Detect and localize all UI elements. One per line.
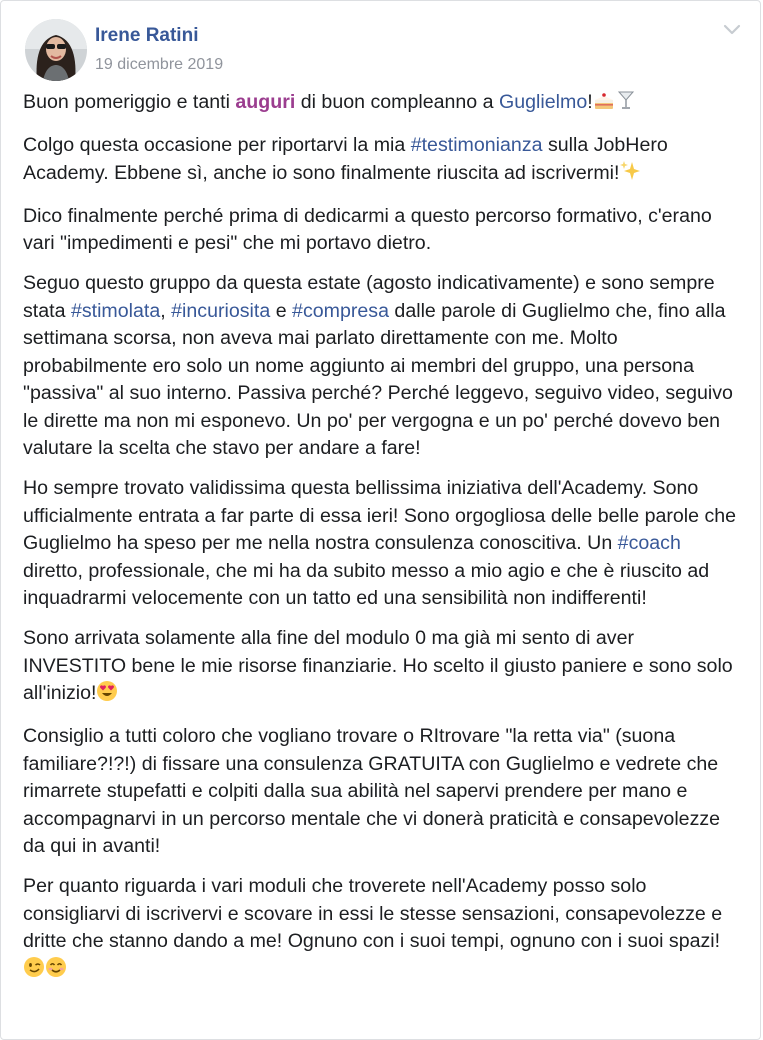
paragraph-text: diretto, professionale, che mi ha da subito messo a mio agio e che è riuscito ad inquadrarmi velocemente con un tatto ed una sensibilità non indifferenti! [23, 559, 710, 609]
mention-link[interactable]: Guglielmo [499, 91, 588, 113]
hashtag-link[interactable]: #incuriosita [171, 299, 271, 322]
chevron-down-icon[interactable] [722, 23, 742, 37]
hashtag-link[interactable]: #compresa [292, 299, 389, 322]
hashtag-link[interactable]: #coach [617, 532, 681, 554]
post-header [25, 17, 223, 83]
paragraph-7 [23, 723, 741, 861]
paragraph-text: di buon compleanno a [295, 91, 499, 113]
sparkles-emoji-icon [619, 160, 641, 191]
paragraph-text: e [270, 299, 293, 322]
paragraph-8 [23, 873, 741, 986]
paragraph-5 [23, 475, 741, 613]
paragraph-text: ! [587, 91, 593, 113]
hashtag-link[interactable]: #testimonianza [410, 134, 543, 156]
heart-eyes-emoji-icon [96, 680, 118, 711]
winking-face-emoji-icon [23, 956, 45, 987]
paragraph-text: Seguo questo gruppo da questa estate (agosto indicativamente) e sono sempre stata [23, 272, 715, 322]
post-body [23, 89, 741, 999]
paragraph-3 [23, 203, 741, 258]
paragraph-text: Dico finalmente perché prima di dedicarmi a questo percorso formativo, c'erano vari "impedimenti e pesi" che mi portavo dietro. [23, 204, 712, 254]
highlighted-word: auguri [235, 91, 296, 113]
paragraph-text: dalle parole di Guglielmo che, fino alla settimana scorsa, non aveva mai parlato direttamente con me. Molto probabilmente ero solo un nome aggiunto ai membri del gruppo, una persona "passiva" al suo interno. Passiva perché? Perché leggevo, seguivo video, seguivo le dirette ma non mi esponevo. Un po' per vergogna e un po' perché dovevo ben valutare la scelta che stavo per andare a fare! [23, 299, 733, 459]
post-meta [95, 24, 223, 76]
hashtag-link[interactable]: #stimolata [70, 299, 161, 322]
cake-emoji-icon [593, 91, 615, 120]
smiling-face-emoji-icon [45, 956, 67, 987]
paragraph-text: , [160, 299, 172, 322]
paragraph-6 [23, 625, 741, 711]
paragraph-text: Per quanto riguarda i vari moduli che troverete nell'Academy posso solo consigliarvi di iscrivervi e scovare in essi le stesse sensazioni, consapevolezze e dritte che stanno dando a me! Ognuno con i suoi tempi, ognuno con i suoi spazi! [23, 875, 723, 952]
post-date[interactable]: 19 dicembre 2019 [95, 56, 224, 73]
paragraph-2 [23, 132, 741, 190]
user-avatar-icon [25, 19, 87, 81]
paragraph-text: Ho sempre trovato validissima questa bellissima iniziativa dell'Academy. Sono ufficialmente entrata a far parte di essa ieri! Sono orgogliosa delle belle parole che Guglielmo ha speso per me nella nostra consulenza conoscitiva. Un [23, 477, 737, 554]
paragraph-text: Sono arrivata solamente alla fine del modulo 0 ma già mi sento di aver INVESTITO bene le mie risorse finanziarie. Ho scelto il giusto paniere e sono solo all'inizio! [23, 627, 733, 704]
paragraph-text: Colgo questa occasione per riportarvi la mia [23, 134, 411, 156]
paragraph-text: Consiglio a tutti coloro che vogliano trovare o RItrovare "la retta via" (suona familiare?!?!) di fissare una consulenza GRATUITA con Guglielmo e vedrete che rimarrete stupefatti e colpiti dalla sua abilità nel sapervi prendere per mano e accompagnarvi in un percorso mentale che vi donerà praticità e consapevolezze da qui in avanti! [23, 725, 721, 857]
paragraph-text: Buon pomeriggio e tanti [23, 91, 236, 113]
paragraph-text: sulla JobHero Academy. Ebbene sì, anche io sono finalmente riuscita ad iscrivermi! [23, 134, 668, 184]
paragraph-4 [23, 270, 741, 463]
cocktail-glass-emoji-icon [615, 89, 637, 120]
author-name[interactable]: Irene Ratini [95, 25, 199, 46]
paragraph-1 [23, 89, 741, 120]
author-avatar[interactable] [25, 19, 87, 81]
